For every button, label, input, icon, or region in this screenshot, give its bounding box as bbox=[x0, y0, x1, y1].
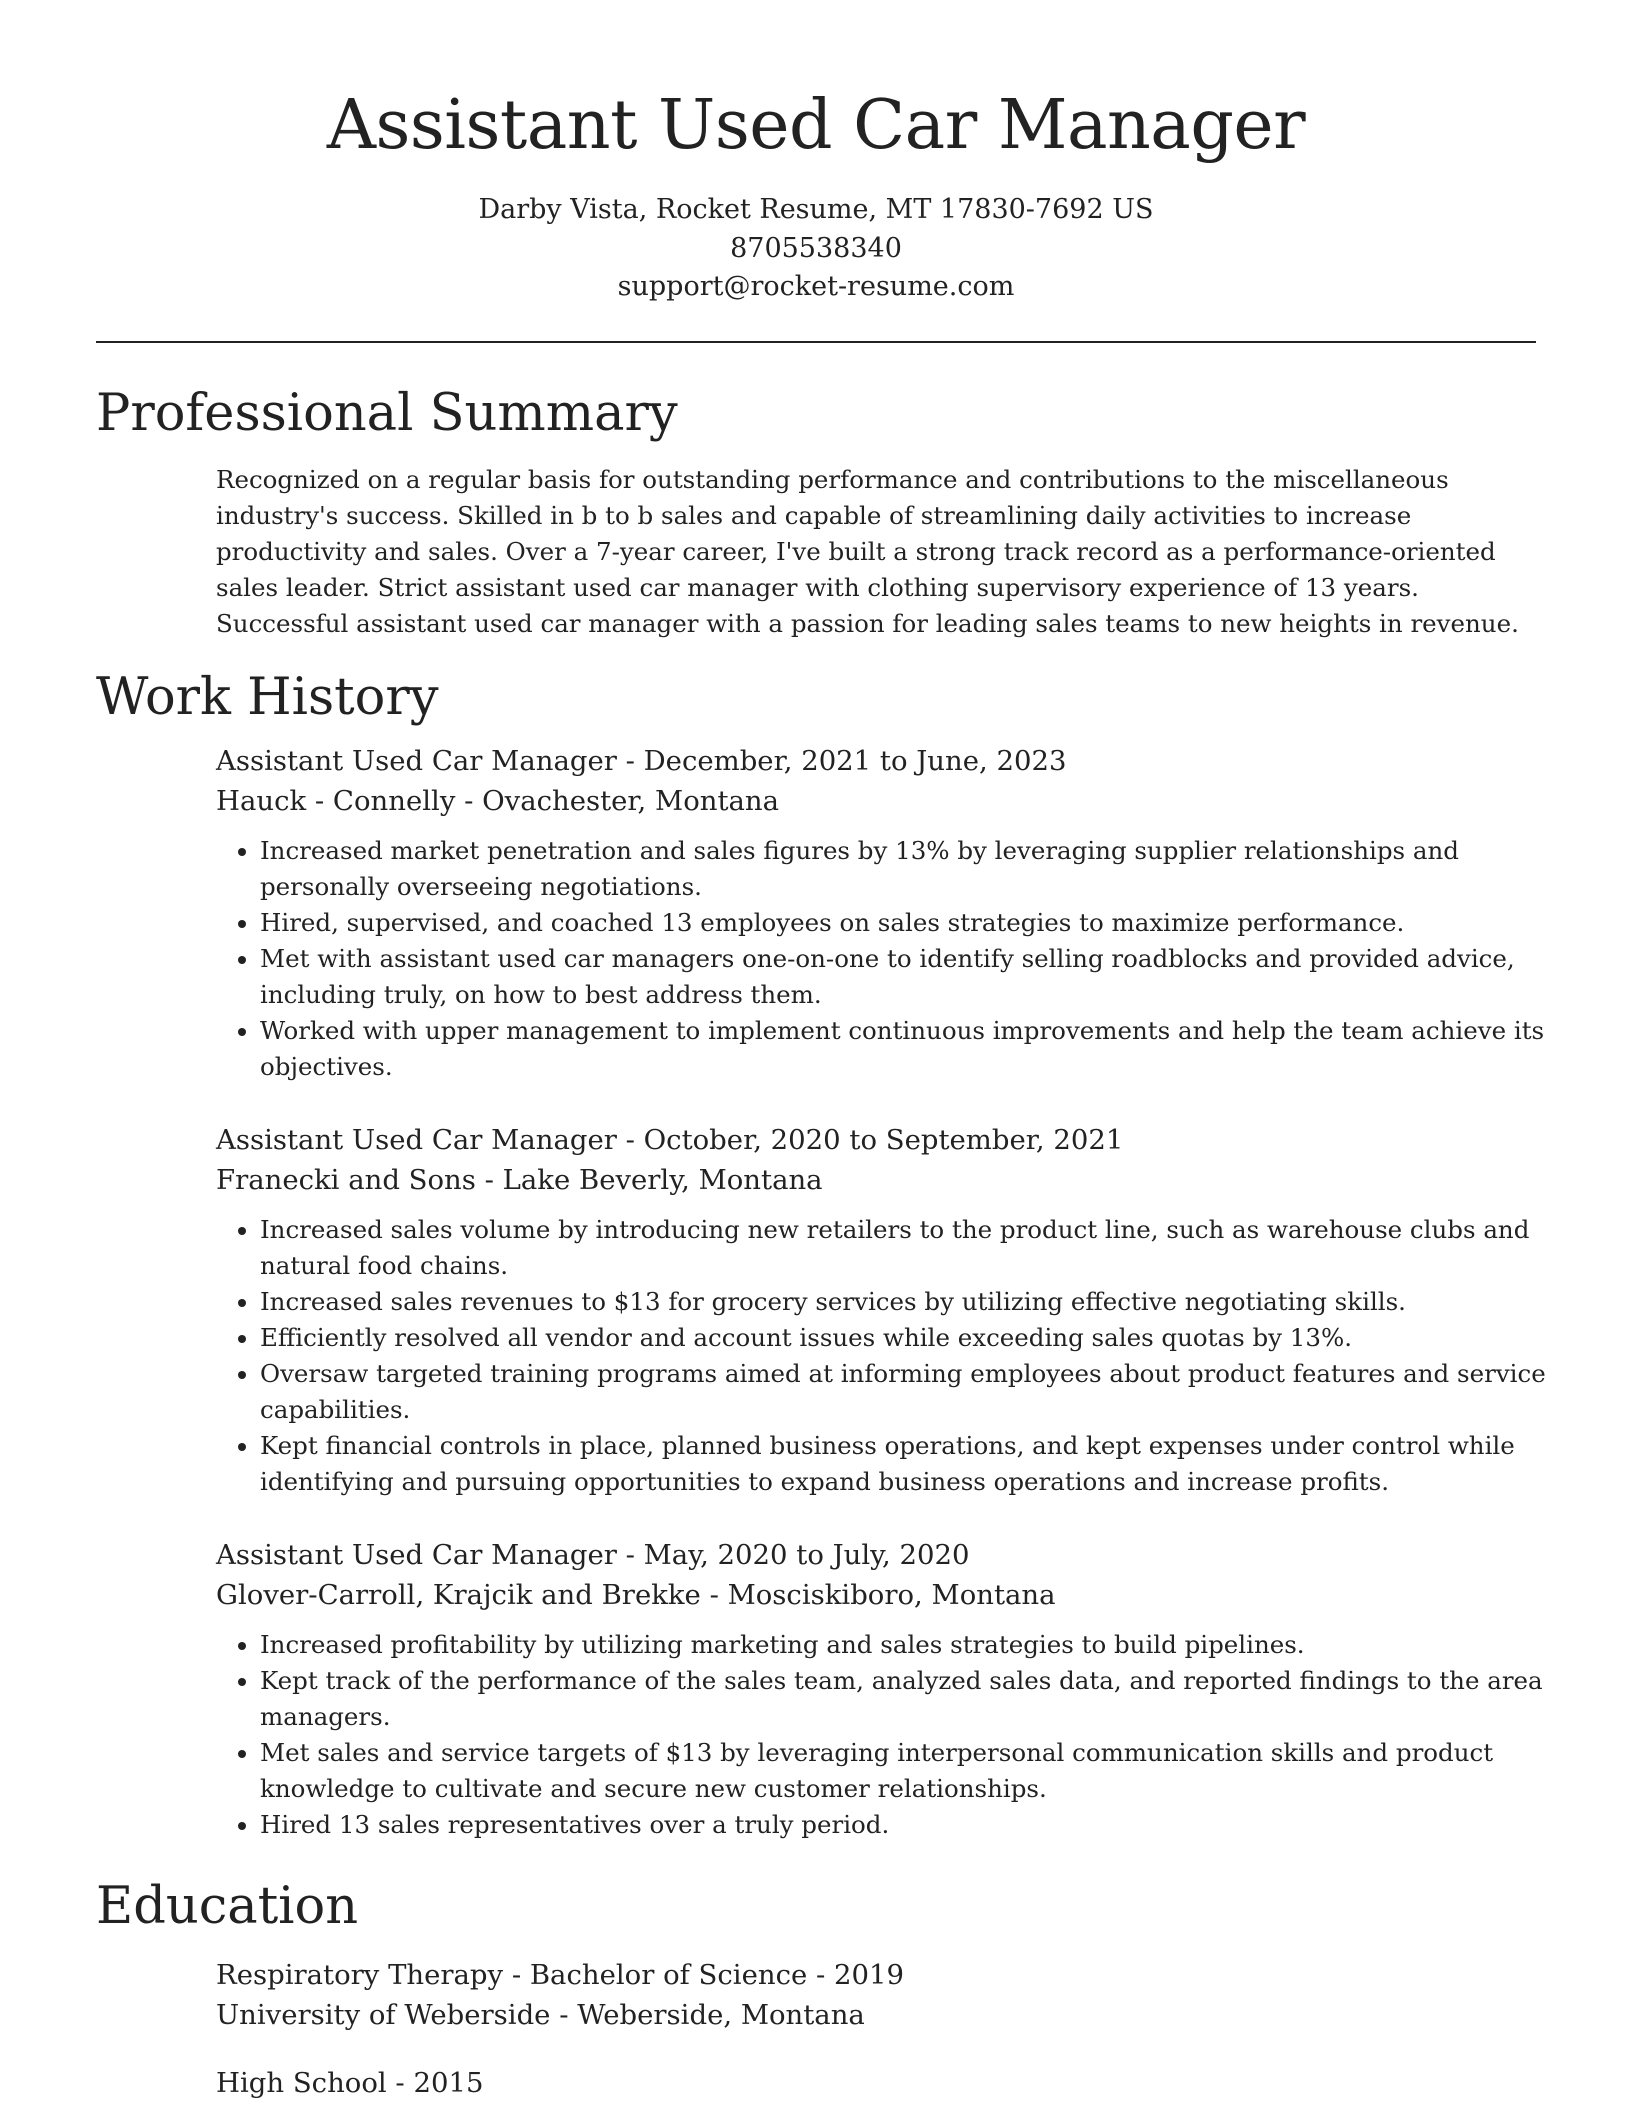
job-company-line: Glover-Carroll, Krajcik and Brekke - Mosciskiboro, Montana bbox=[216, 1579, 1056, 1611]
education-degree-line: High School - 2015 bbox=[216, 2067, 484, 2099]
job-bullet: • Hired 13 sales representatives over a truly period. bbox=[260, 1807, 1546, 1843]
job-bullets bbox=[216, 1627, 1546, 1843]
education-entry bbox=[216, 2063, 1546, 2103]
education-school-line: University of Weberside - Weberside, Montana bbox=[216, 1999, 865, 2031]
job-bullets bbox=[216, 1212, 1546, 1500]
job-bullets bbox=[216, 833, 1546, 1085]
job-bullet: • Efficiently resolved all vendor and account issues while exceeding sales quotas by 13%. bbox=[260, 1320, 1546, 1356]
job-title-line: Assistant Used Car Manager - December, 2021 to June, 2023 bbox=[216, 745, 1067, 777]
job-bullet: • Met with assistant used car managers one-on-one to identify selling roadblocks and provided advice, including truly, on how to best address them. bbox=[260, 941, 1546, 1013]
job-title-line: Assistant Used Car Manager - May, 2020 to July, 2020 bbox=[216, 1539, 970, 1571]
job-bullet: • Kept financial controls in place, planned business operations, and kept expenses under control while identifying and pursuing opportunities to expand business operations and increase profits. bbox=[260, 1428, 1546, 1500]
job-bullet: • Worked with upper management to implement continuous improvements and help the team achieve its objectives. bbox=[260, 1013, 1546, 1085]
job-bullet: • Hired, supervised, and coached 13 employees on sales strategies to maximize performance. bbox=[260, 905, 1546, 941]
job-bullet: • Kept track of the performance of the sales team, analyzed sales data, and reported findings to the area managers. bbox=[260, 1663, 1546, 1735]
section-title-summary: Professional Summary bbox=[96, 384, 678, 443]
resume-name: Assistant Used Car Manager bbox=[326, 86, 1306, 165]
summary-text: Recognized on a regular basis for outstanding performance and contributions to the miscellaneous industry's success. Skilled in b to b sales and capable of streamlining daily activities to increase productivity and sales. Over a 7-year career, I've built a strong track record as a performance-oriented sales leader. Strict assistant used car manager with clothing supervisory experience of 13 years. Successful assistant used car manager with a passion for leading sales teams to new heights in revenue. bbox=[216, 465, 1519, 638]
job-bullet: • Oversaw targeted training programs aimed at informing employees about product features and service capabilities. bbox=[260, 1356, 1546, 1428]
job-bullet: • Increased sales revenues to $13 for grocery services by utilizing effective negotiating skills. bbox=[260, 1284, 1546, 1320]
section-title-education: Education bbox=[96, 1877, 359, 1936]
job-company-line: Hauck - Connelly - Ovachester, Montana bbox=[216, 785, 780, 817]
contact-phone: 8705538340 bbox=[730, 233, 902, 264]
job-bullet: • Increased sales volume by introducing new retailers to the product line, such as warehouse clubs and natural food chains. bbox=[260, 1212, 1546, 1284]
job-bullet: • Increased market penetration and sales figures by 13% by leveraging supplier relationships and personally overseeing negotiations. bbox=[260, 833, 1546, 905]
job-bullet: • Met sales and service targets of $13 by leveraging interpersonal communication skills and product knowledge to cultivate and secure new customer relationships. bbox=[260, 1735, 1546, 1807]
education-degree-line: Respiratory Therapy - Bachelor of Science - 2019 bbox=[216, 1959, 905, 1991]
job-company-line: Franecki and Sons - Lake Beverly, Montana bbox=[216, 1164, 823, 1196]
section-title-work-history: Work History bbox=[96, 668, 439, 727]
education-entry bbox=[216, 1955, 1546, 2035]
job-bullet: • Increased profitability by utilizing marketing and sales strategies to build pipelines. bbox=[260, 1627, 1546, 1663]
contact-address: Darby Vista, Rocket Resume, MT 17830-7692 US bbox=[478, 194, 1154, 225]
header-divider bbox=[96, 341, 1536, 343]
job-title-line: Assistant Used Car Manager - October, 2020 to September, 2021 bbox=[216, 1124, 1124, 1156]
contact-email: support@rocket-resume.com bbox=[617, 271, 1015, 302]
